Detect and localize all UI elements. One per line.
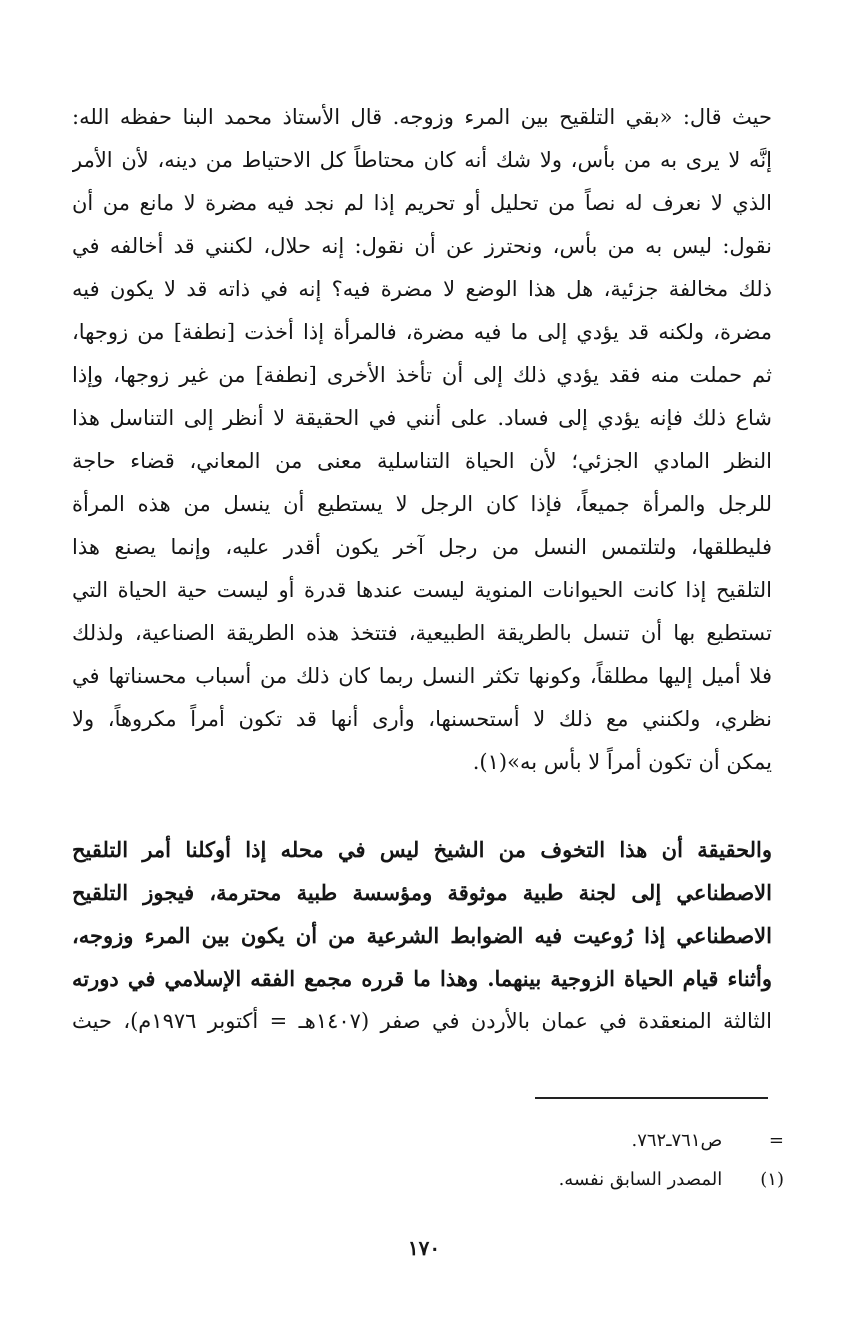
text-line: فلا أميل إليها مطلقاً، وكونها تكثر النسل ربما كان ذلك من أسباب محسناتها في xyxy=(72,664,772,688)
footnote-continued xyxy=(284,1126,784,1156)
text-line: نظري، ولكنني مع ذلك لا أستحسنها، وأرى أنها قد تكون أمراً مكروهاً، ولا xyxy=(72,707,772,731)
footnote-mark: = xyxy=(768,1130,784,1151)
paragraph-commentary xyxy=(72,828,772,1043)
footnote-text: ص٧٦١ـ٧٦٢. xyxy=(631,1130,723,1151)
text-line: وأثناء قيام الحياة الزوجية بينهما. وهذا ما قرره مجمع الفقه الإسلامي في دورته xyxy=(72,966,772,991)
text-line: الاصطناعي إلى لجنة طبية موثوقة ومؤسسة طبية محترمة، فيجوز التلقيح xyxy=(72,880,772,905)
text-line: التلقيح إذا كانت الحيوانات المنوية ليست عندها قدرة أو ليست حية الحياة التي xyxy=(72,578,772,602)
paragraph-quotation xyxy=(72,96,772,784)
footnote-separator xyxy=(535,1097,768,1099)
text-line: مضرة، ولكنه قد يؤدي إلى ما فيه مضرة، فالمرأة إذا أخذت [نطفة] من زوجها، xyxy=(72,320,772,344)
text-line: النظر المادي الجزئي؛ لأن الحياة التناسلية معنى من المعاني، قضاء حاجة xyxy=(72,449,772,473)
footnote-mark: (١) xyxy=(760,1169,784,1190)
text-line: والحقيقة أن هذا التخوف من الشيخ ليس في محله إذا أوكلنا أمر التلقيح xyxy=(72,837,772,862)
footnote-text: المصدر السابق نفسه. xyxy=(558,1169,723,1190)
text-line: ذلك مخالفة جزئية، هل هذا الوضع لا مضرة فيه؟ إنه في ذاته قد لا يكون فيه xyxy=(72,277,772,301)
text-line: فليطلقها، ولتلتمس النسل من رجل آخر يكون أقدر عليه، وإنما يصنع هذا xyxy=(72,535,772,559)
text-line: تستطيع بها أن تنسل بالطريقة الطبيعية، فتتخذ هذه الطريقة الصناعية، ولذلك xyxy=(72,621,772,645)
text-line: يمكن أن تكون أمراً لا بأس به»(١). xyxy=(472,750,772,774)
text-line: الذي لا نعرف له نصاً من تحليل أو تحريم إذا لم نجد فيه مضرة لا مانع من أن xyxy=(72,191,772,215)
text-line: نقول: ليس به من بأس، ونحترز عن أن نقول: إنه حلال، لكنني قد أخالفه في xyxy=(72,234,772,258)
text-line: إنَّه لا يرى به من بأس، ولا شك أنه كان محتاطاً كل الاحتياط من دينه، لأن الأمر xyxy=(72,148,772,172)
footnote-1 xyxy=(284,1165,784,1195)
text-line: شاع ذلك فإنه يؤدي إلى فساد. على أنني في الحقيقة لا أنظر إلى التناسل هذا xyxy=(72,406,772,430)
text-line: الاصطناعي إذا رُوعيت فيه الضوابط الشرعية من أن يكون بين المرء وزوجه، xyxy=(72,923,772,948)
text-line: ثم حملت منه فقد يؤدي ذلك إلى أن تأخذ الأخرى [نطفة] من غير زوجها، وإذا xyxy=(72,363,772,387)
text-line: للرجل والمرأة جميعاً، فإذا كان الرجل لا يستطيع أن ينسل من هذه المرأة xyxy=(72,492,772,516)
page-number: ١٧٠ xyxy=(407,1236,441,1260)
text-line: الثالثة المنعقدة في عمان بالأردن في صفر (١٤٠٧هـ = أكتوبر ١٩٧٦م)، حيث xyxy=(72,1009,772,1033)
text-line: حيث قال: «بقي التلقيح بين المرء وزوجه. قال الأستاذ محمد البنا حفظه الله: xyxy=(72,105,772,129)
